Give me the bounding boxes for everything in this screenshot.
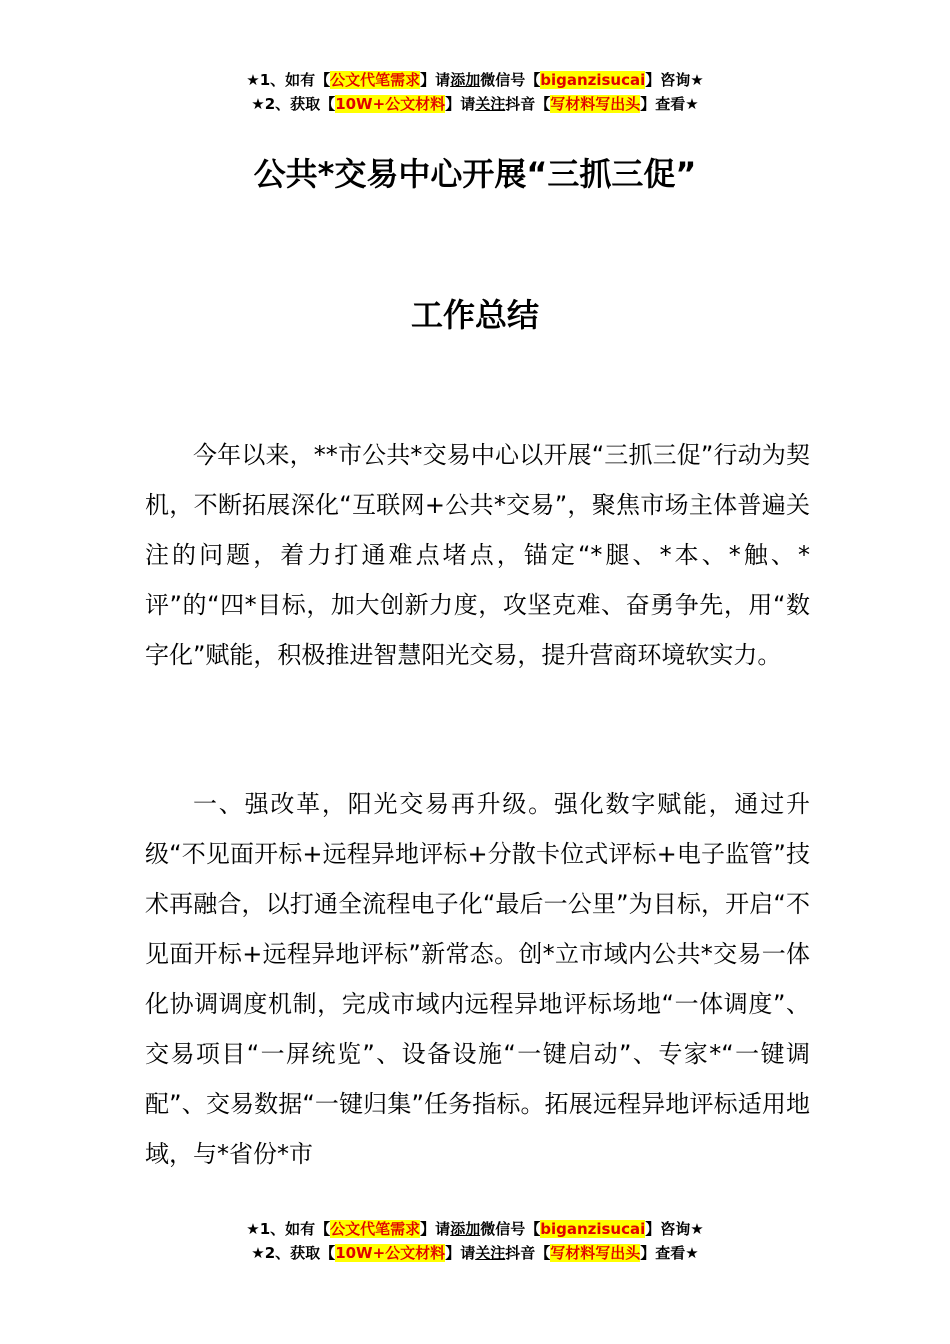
banner-highlight: 公文代笔需求 <box>330 1220 421 1238</box>
banner-underline: 关注 <box>475 1244 506 1262</box>
banner-text: 】请 <box>420 71 451 89</box>
banner-text: 】请 <box>445 1244 476 1262</box>
banner-line-2 <box>0 92 950 116</box>
banner-highlight: 10W+公文材料 <box>335 1244 446 1262</box>
body-paragraph-intro: 今年以来，**市公共*交易中心以开展“三抓三促”行动为契机，不断拓展深化“互联网+公共*交易”，聚焦市场主体普遍关注的问题，着力打通难点堵点，锚定“*腿、*本、*触、*评”的“四*目标，加大创新力度，攻坚克难、奋勇争先，用“数字化”赋能，积极推进智慧阳光交易，提升营商环境软实力。 <box>145 441 810 669</box>
banner-highlight: 公文代笔需求 <box>330 71 421 89</box>
top-banner <box>0 68 950 116</box>
banner-text: 】查看★ <box>640 95 699 113</box>
banner-underline: 关注 <box>475 95 506 113</box>
bottom-banner <box>0 1217 950 1265</box>
banner-highlight-douyin-id: 写材料写出头 <box>550 1244 641 1262</box>
banner-text: 抖音【 <box>505 95 551 113</box>
document-title-line-1: 公共*交易中心开展“三抓三促” <box>253 155 697 193</box>
banner-text: ★2、获取【 <box>251 95 336 113</box>
banner-highlight-wechat-id: biganzisucai <box>540 71 646 89</box>
banner-text: ★1、如有【 <box>246 1220 331 1238</box>
banner-text: 抖音【 <box>505 1244 551 1262</box>
banner-text: 】查看★ <box>640 1244 699 1262</box>
banner-line-1 <box>0 1217 950 1241</box>
banner-text: ★2、获取【 <box>251 1244 336 1262</box>
body-paragraph-section-1: 一、强改革，阳光交易再升级。强化数字赋能，通过升级“不见面开标+远程异地评标+分散卡位式评标+电子监管”技术再融合，以打通全流程电子化“最后一公里”为目标，开启“不见面开标+远程异地评标”新常态。创*立市域内公共*交易一体化协调调度机制，完成市域内远程异地评标场地“一体调度”、交易项目“一屏统览”、设备设施“一键启动”、专家*“一键调配”、交易数据“一键归集”任务指标。拓展远程异地评标适用地域，与*省份*市 <box>145 790 810 1168</box>
document-title-line-2: 工作总结 <box>410 296 539 334</box>
banner-text: 】咨询★ <box>645 71 704 89</box>
banner-underline: 添加 <box>450 71 481 89</box>
banner-text: 】请 <box>445 95 476 113</box>
banner-underline: 添加 <box>450 1220 481 1238</box>
banner-highlight: 10W+公文材料 <box>335 95 446 113</box>
banner-text: 】咨询★ <box>645 1220 704 1238</box>
banner-text: 】请 <box>420 1220 451 1238</box>
banner-line-2 <box>0 1241 950 1265</box>
banner-text: 微信号【 <box>480 1220 541 1238</box>
banner-text: 微信号【 <box>480 71 541 89</box>
banner-highlight-wechat-id: biganzisucai <box>540 1220 646 1238</box>
banner-highlight-douyin-id: 写材料写出头 <box>550 95 641 113</box>
banner-line-1 <box>0 68 950 92</box>
banner-text: ★1、如有【 <box>246 71 331 89</box>
